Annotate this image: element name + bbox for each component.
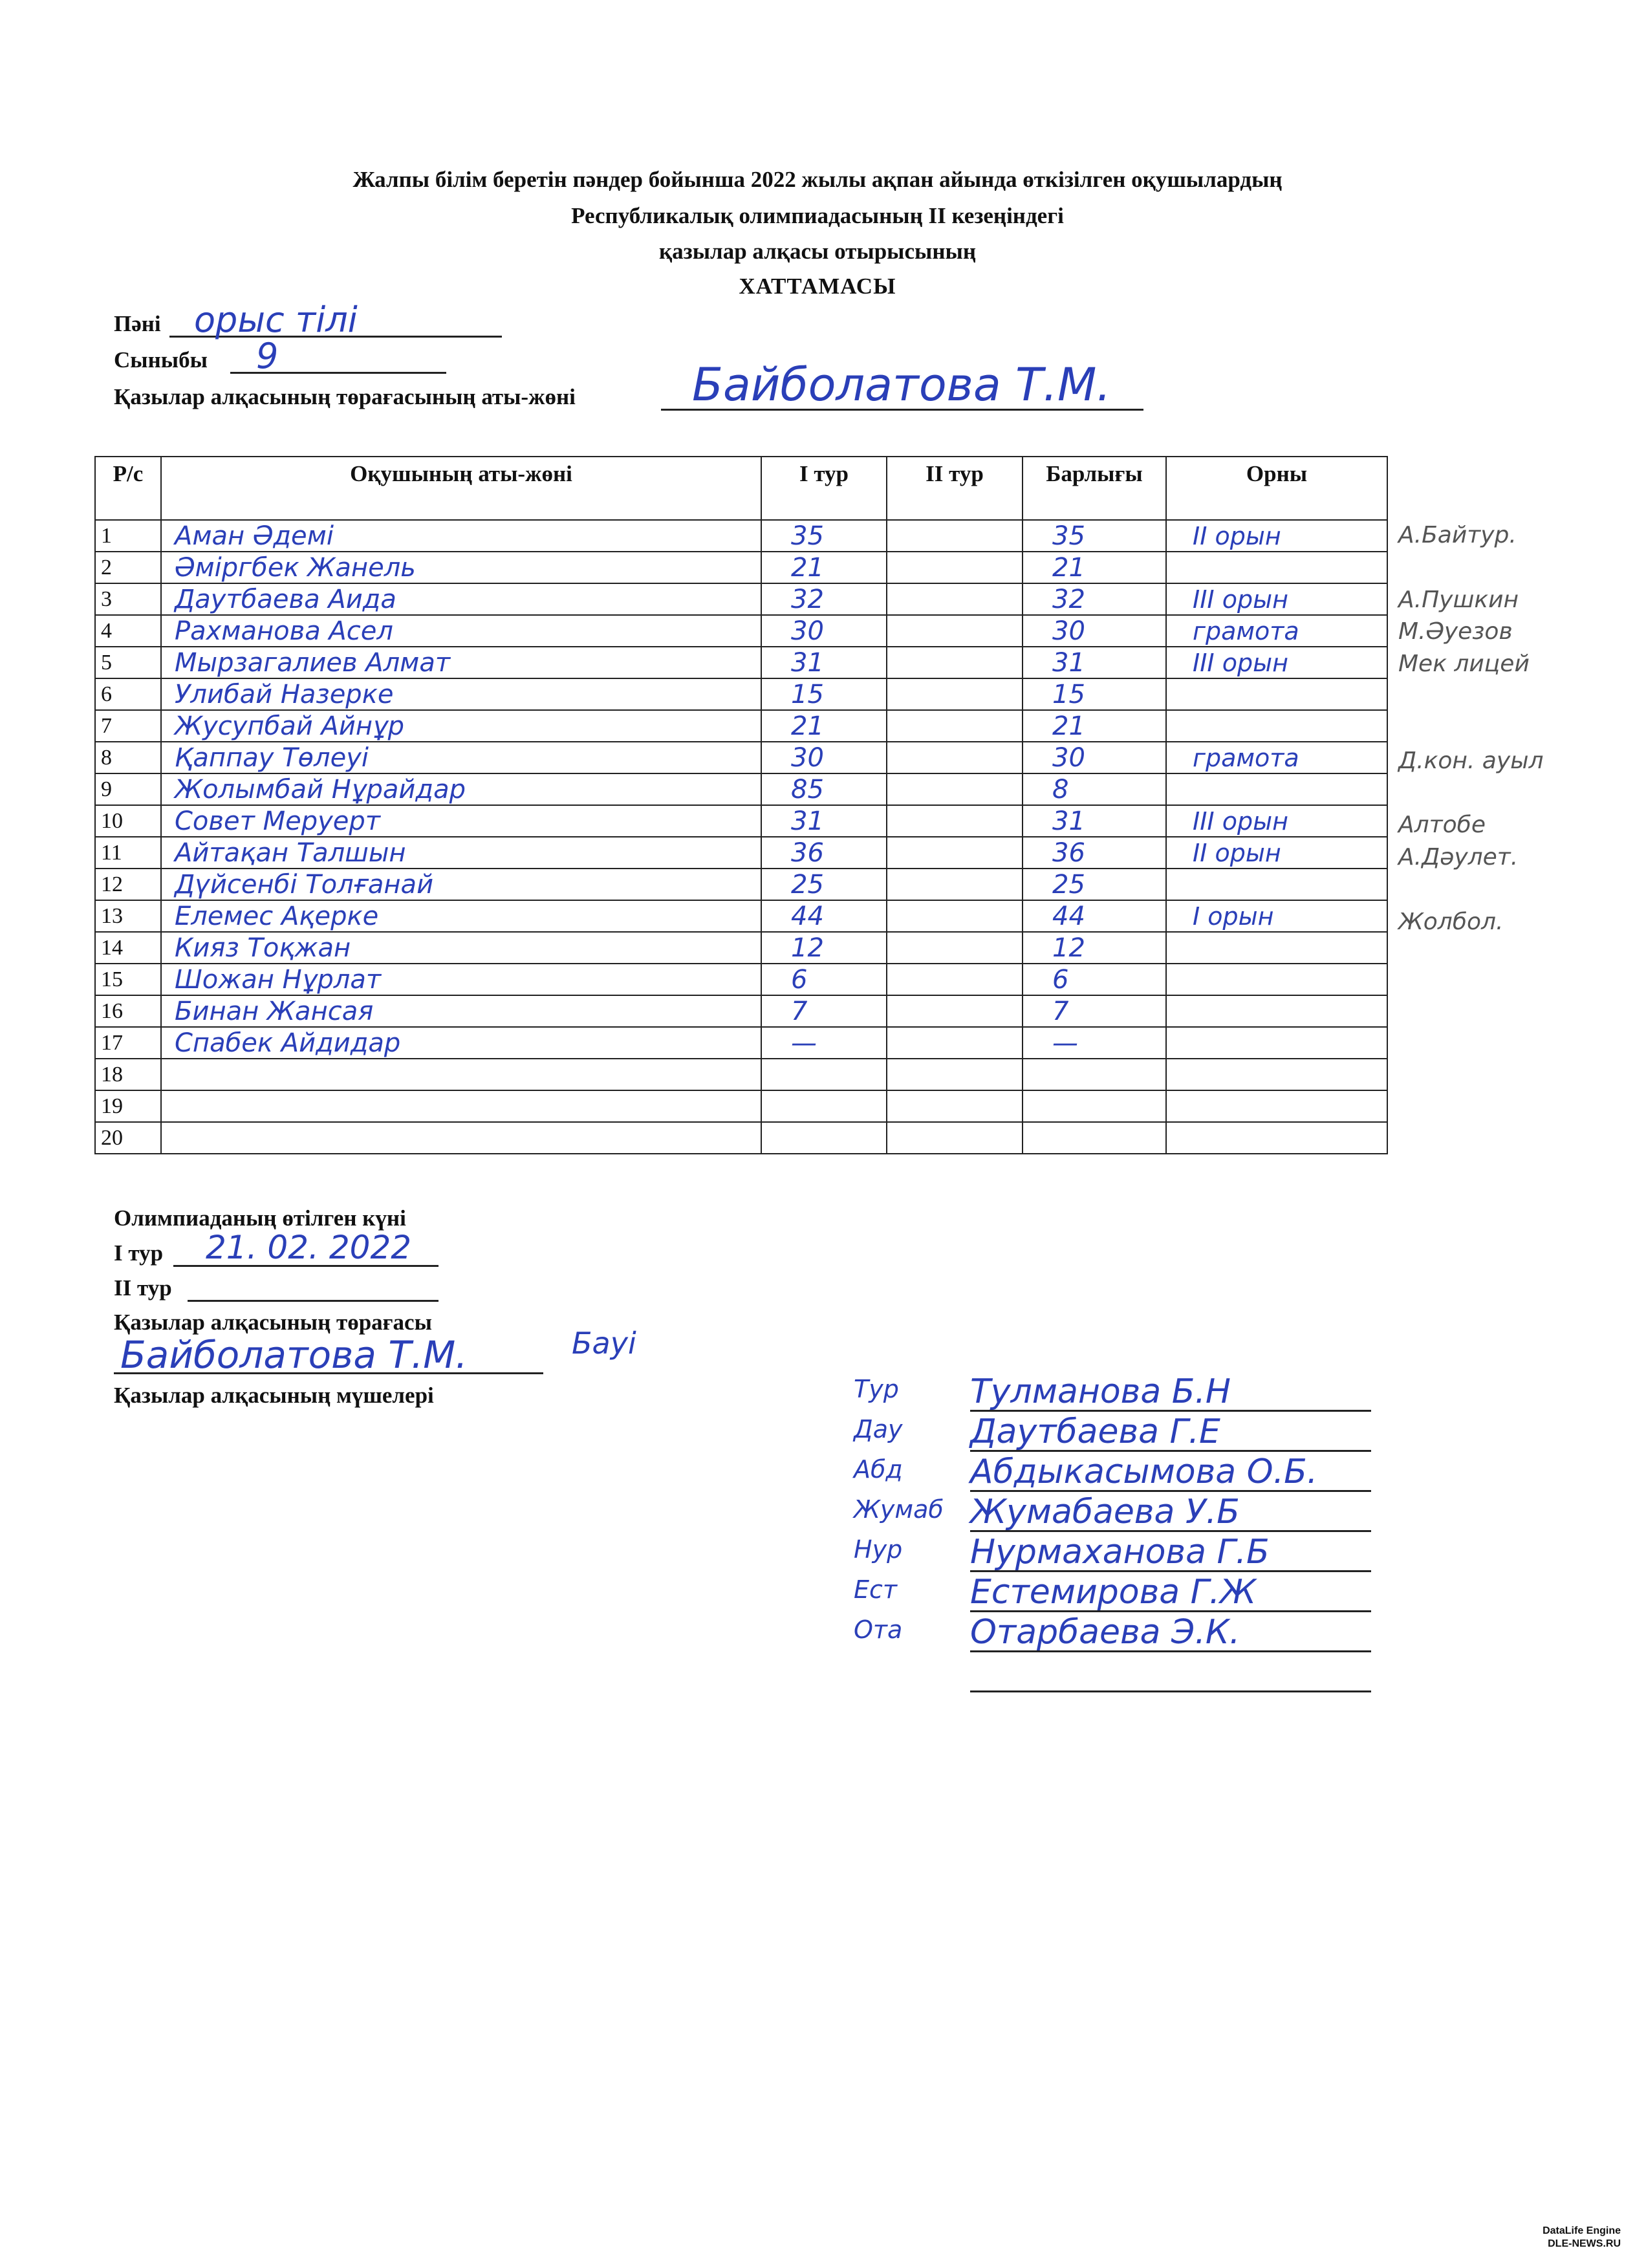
table-row xyxy=(95,964,1387,995)
jury-member-row xyxy=(854,1370,1371,1412)
table-row xyxy=(95,1027,1387,1059)
round2-score xyxy=(887,520,1023,552)
place-result xyxy=(1166,869,1387,900)
table-row xyxy=(95,869,1387,900)
total-score: 21 xyxy=(1023,710,1166,742)
row-number: 15 xyxy=(95,964,161,995)
jury-member-row xyxy=(854,1610,1371,1653)
jury-member-name: Естемирова Г.Ж xyxy=(970,1573,1257,1612)
round1-score: 32 xyxy=(761,583,887,615)
student-name xyxy=(161,1090,761,1122)
round1-score: 21 xyxy=(761,552,887,583)
student-name: Қаппау Төлеуі xyxy=(161,742,761,773)
round2-score xyxy=(887,964,1023,995)
round2-score xyxy=(887,869,1023,900)
jury-member-row xyxy=(854,1650,1371,1693)
place-result: грамота xyxy=(1166,615,1387,647)
total-score: 35 xyxy=(1023,520,1166,552)
student-name: Әміргбек Жанель xyxy=(161,552,761,583)
table-row xyxy=(95,742,1387,773)
round1-score: 36 xyxy=(761,837,887,869)
table-row xyxy=(95,647,1387,678)
place-result xyxy=(1166,932,1387,964)
round1-score: 6 xyxy=(761,964,887,995)
place-result xyxy=(1166,1059,1387,1090)
round2-score xyxy=(887,900,1023,932)
student-name xyxy=(161,1122,761,1154)
jury-member-row xyxy=(854,1410,1371,1453)
col-header-number: Р/с xyxy=(95,457,161,520)
table-row xyxy=(95,995,1387,1027)
table-row xyxy=(95,615,1387,647)
round2-score xyxy=(887,552,1023,583)
school-note: Алтобе xyxy=(1398,812,1486,839)
document-title: ХАТТАМАСЫ xyxy=(739,274,896,299)
results-table xyxy=(94,456,1388,1154)
round1-score: 30 xyxy=(761,742,887,773)
student-name: Дүйсенбі Толғанай xyxy=(161,869,761,900)
row-number: 18 xyxy=(95,1059,161,1090)
table-row xyxy=(95,1090,1387,1122)
row-number: 4 xyxy=(95,615,161,647)
total-score xyxy=(1023,1122,1166,1154)
grade-value: 9 xyxy=(256,336,279,376)
round1-score: 31 xyxy=(761,805,887,837)
header-line-2: Республикалық олимпиадасының ІІ кезеңіндегі xyxy=(571,203,1064,228)
place-result xyxy=(1166,710,1387,742)
watermark xyxy=(1543,2225,1621,2251)
total-score: 8 xyxy=(1023,773,1166,805)
student-name: Даутбаева Аида xyxy=(161,583,761,615)
round2-score xyxy=(887,583,1023,615)
row-number: 7 xyxy=(95,710,161,742)
jury-member-signature: Нур xyxy=(854,1535,903,1564)
place-result xyxy=(1166,1122,1387,1154)
jury-chair-name: Байболатова Т.М. xyxy=(120,1333,468,1377)
row-number: 14 xyxy=(95,932,161,964)
table-row xyxy=(95,805,1387,837)
total-score: 21 xyxy=(1023,552,1166,583)
table-row xyxy=(95,1122,1387,1154)
total-score: 30 xyxy=(1023,615,1166,647)
student-name: Айтақан Талшын xyxy=(161,837,761,869)
round1-score: 85 xyxy=(761,773,887,805)
jury-members-label: Қазылар алқасының мүшелері xyxy=(114,1383,434,1408)
jury-member-underline xyxy=(970,1690,1371,1692)
place-result: I орын xyxy=(1166,900,1387,932)
total-score: 44 xyxy=(1023,900,1166,932)
round1-score: 35 xyxy=(761,520,887,552)
row-number: 3 xyxy=(95,583,161,615)
student-name: Улибай Назерке xyxy=(161,678,761,710)
total-score: 7 xyxy=(1023,995,1166,1027)
place-result: III орын xyxy=(1166,647,1387,678)
jury-chair-signature: Бауі xyxy=(572,1326,636,1361)
student-name: Кияз Тоқжан xyxy=(161,932,761,964)
total-score: 12 xyxy=(1023,932,1166,964)
place-result: грамота xyxy=(1166,742,1387,773)
header-line-3: қазылар алқасы отырысының xyxy=(659,239,976,264)
school-note: Мек лицей xyxy=(1398,651,1530,678)
total-score: 6 xyxy=(1023,964,1166,995)
place-result xyxy=(1166,1027,1387,1059)
round2-score xyxy=(887,805,1023,837)
dates-title: Олимпиаданың өтілген күні xyxy=(114,1205,406,1231)
school-note: Жолбол. xyxy=(1398,908,1504,935)
round2-score xyxy=(887,678,1023,710)
row-number: 17 xyxy=(95,1027,161,1059)
table-row xyxy=(95,837,1387,869)
student-name: Жусупбай Айнұр xyxy=(161,710,761,742)
total-score: 25 xyxy=(1023,869,1166,900)
place-result xyxy=(1166,1090,1387,1122)
student-name: Мырзагалиев Алмат xyxy=(161,647,761,678)
jury-member-name: Тулманова Б.Н xyxy=(970,1372,1231,1411)
row-number: 5 xyxy=(95,647,161,678)
student-name: Шожан Нұрлат xyxy=(161,964,761,995)
row-number: 13 xyxy=(95,900,161,932)
round2-score xyxy=(887,1122,1023,1154)
place-result: II орын xyxy=(1166,837,1387,869)
row-number: 1 xyxy=(95,520,161,552)
table-row xyxy=(95,900,1387,932)
student-name: Совет Меруерт xyxy=(161,805,761,837)
school-note: А.Пушкин xyxy=(1398,586,1519,613)
col-header-name: Оқушының аты-жөні xyxy=(161,457,761,520)
table-row xyxy=(95,932,1387,964)
round2-score xyxy=(887,647,1023,678)
jury-member-signature: Тур xyxy=(854,1375,899,1403)
school-note: Д.кон. ауыл xyxy=(1398,747,1544,774)
student-name xyxy=(161,1059,761,1090)
row-number: 8 xyxy=(95,742,161,773)
jury-member-row xyxy=(854,1530,1371,1573)
row-number: 16 xyxy=(95,995,161,1027)
round2-score xyxy=(887,837,1023,869)
student-name: Елемес Ақерке xyxy=(161,900,761,932)
round2-score xyxy=(887,1090,1023,1122)
round1-score: 21 xyxy=(761,710,887,742)
table-row xyxy=(95,710,1387,742)
jury-member-name: Жумабаева У.Б xyxy=(970,1493,1240,1531)
round2-score xyxy=(887,995,1023,1027)
school-note: А.Байтур. xyxy=(1398,522,1517,548)
table-row xyxy=(95,678,1387,710)
round1-score: 25 xyxy=(761,869,887,900)
watermark-line-2: DLE-NEWS.RU xyxy=(1548,2238,1621,2249)
place-result xyxy=(1166,995,1387,1027)
round1-score: 15 xyxy=(761,678,887,710)
jury-member-name: Абдыкасымова О.Б. xyxy=(970,1453,1318,1491)
place-result xyxy=(1166,964,1387,995)
jury-member-name: Отарбаева Э.К. xyxy=(970,1613,1240,1652)
grade-label: Сыныбы xyxy=(114,347,208,373)
student-name: Аман Әдемі xyxy=(161,520,761,552)
row-number: 2 xyxy=(95,552,161,583)
student-name: Жолымбай Нұрайдар xyxy=(161,773,761,805)
total-score: 30 xyxy=(1023,742,1166,773)
round2-score xyxy=(887,773,1023,805)
round1-score: 12 xyxy=(761,932,887,964)
jury-member-signature: Жумаб xyxy=(854,1495,944,1524)
jury-member-name: Нурмаханова Г.Б xyxy=(970,1533,1270,1571)
table-row xyxy=(95,583,1387,615)
round1-date: 21. 02. 2022 xyxy=(206,1229,412,1266)
round2-score xyxy=(887,932,1023,964)
place-result xyxy=(1166,552,1387,583)
place-result: II орын xyxy=(1166,520,1387,552)
table-row xyxy=(95,773,1387,805)
chair-value: Байболатова Т.М. xyxy=(692,358,1111,411)
round2-score xyxy=(887,1059,1023,1090)
header-line-1: Жалпы білім беретін пәндер бойынша 2022 жылы ақпан айында өткізілген оқушылардың xyxy=(352,167,1283,192)
student-name: Рахманова Асел xyxy=(161,615,761,647)
round1-score: — xyxy=(761,1027,887,1059)
jury-member-signature: Дау xyxy=(854,1415,903,1443)
jury-chair-label: Қазылар алқасының төрағасы xyxy=(114,1310,432,1335)
round2-score xyxy=(887,1027,1023,1059)
jury-member-signature: Ота xyxy=(854,1615,903,1644)
total-score: — xyxy=(1023,1027,1166,1059)
table-row xyxy=(95,552,1387,583)
col-header-round1: I тур xyxy=(761,457,887,520)
total-score: 15 xyxy=(1023,678,1166,710)
round1-score: 7 xyxy=(761,995,887,1027)
round1-score xyxy=(761,1090,887,1122)
total-score: 36 xyxy=(1023,837,1166,869)
round2-underline xyxy=(188,1300,439,1302)
jury-member-row xyxy=(854,1570,1371,1613)
row-number: 9 xyxy=(95,773,161,805)
total-score: 31 xyxy=(1023,805,1166,837)
round1-score: 44 xyxy=(761,900,887,932)
round2-score xyxy=(887,615,1023,647)
jury-member-signature: Ест xyxy=(854,1575,898,1604)
jury-member-row xyxy=(854,1490,1371,1533)
place-result xyxy=(1166,678,1387,710)
col-header-round2: II тур xyxy=(887,457,1023,520)
round2-score xyxy=(887,710,1023,742)
total-score: 32 xyxy=(1023,583,1166,615)
row-number: 10 xyxy=(95,805,161,837)
table-row xyxy=(95,1059,1387,1090)
chair-label: Қазылар алқасының төрағасының аты-жөні xyxy=(114,384,576,409)
total-score: 31 xyxy=(1023,647,1166,678)
round1-score xyxy=(761,1122,887,1154)
total-score xyxy=(1023,1059,1166,1090)
school-note: А.Дәулет. xyxy=(1398,844,1519,870)
jury-member-row xyxy=(854,1450,1371,1493)
student-name: Бинан Жансая xyxy=(161,995,761,1027)
round2-score xyxy=(887,742,1023,773)
subject-label: Пәні xyxy=(114,311,161,336)
subject-value: орыс тілі xyxy=(194,299,358,340)
round1-score: 30 xyxy=(761,615,887,647)
place-result xyxy=(1166,773,1387,805)
row-number: 11 xyxy=(95,837,161,869)
jury-member-signature: Абд xyxy=(854,1455,903,1484)
watermark-line-1: DataLife Engine xyxy=(1543,2225,1621,2236)
round1-score xyxy=(761,1059,887,1090)
student-name: Спабек Айдидар xyxy=(161,1027,761,1059)
round1-score: 31 xyxy=(761,647,887,678)
round2-label: ІІ тур xyxy=(114,1275,172,1301)
row-number: 6 xyxy=(95,678,161,710)
col-header-place: Орны xyxy=(1166,457,1387,520)
school-note: М.Әуезов xyxy=(1398,618,1513,645)
total-score xyxy=(1023,1090,1166,1122)
col-header-total: Барлығы xyxy=(1023,457,1166,520)
table-row xyxy=(95,520,1387,552)
place-result: III орын xyxy=(1166,805,1387,837)
table-header-row xyxy=(95,457,1387,520)
row-number: 19 xyxy=(95,1090,161,1122)
round1-label: І тур xyxy=(114,1240,164,1266)
jury-member-name: Даутбаева Г.Е xyxy=(970,1412,1220,1451)
row-number: 20 xyxy=(95,1122,161,1154)
row-number: 12 xyxy=(95,869,161,900)
place-result: III орын xyxy=(1166,583,1387,615)
